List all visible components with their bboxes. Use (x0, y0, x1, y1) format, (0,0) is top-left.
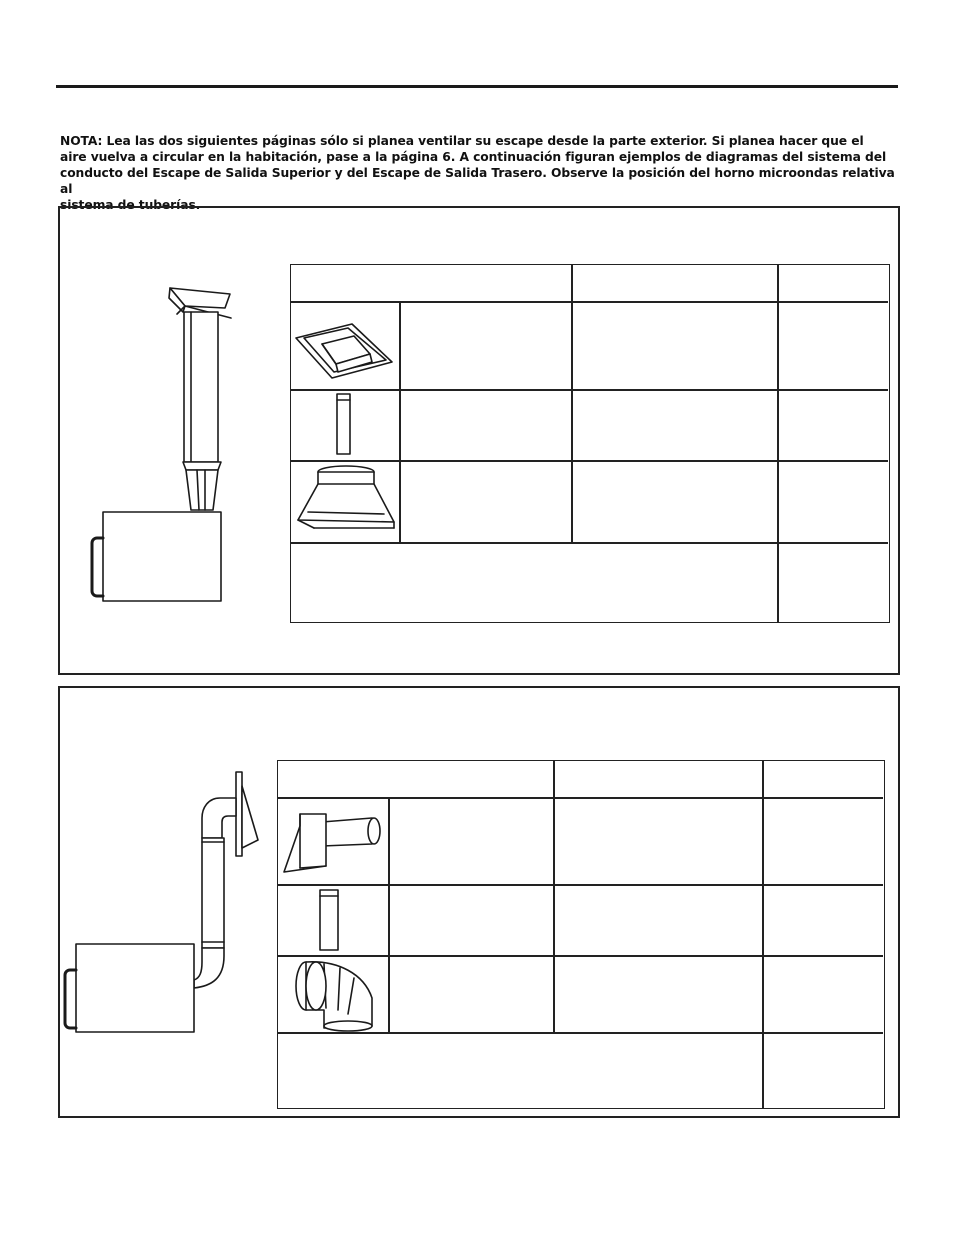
note-line: NOTA: Lea las dos siguientes páginas sólo si planea ventilar su escape desde la parte exterior. Si planea hacer que el (60, 134, 864, 148)
rear-exhaust-diagram-icon (60, 766, 270, 1036)
note-line: aire vuelva a circular en la habitación, pase a la página 6. A continuación figuran ejemplos de diagramas del sistema del (60, 150, 887, 164)
transition-icon (294, 462, 398, 534)
note-line: sistema de tuberías. (60, 198, 201, 212)
top-exhaust-diagram-icon (85, 280, 245, 610)
note-paragraph (60, 133, 900, 213)
straight-duct-icon (334, 392, 354, 456)
elbow-icon (292, 958, 378, 1032)
straight-duct-icon (318, 888, 340, 952)
wall-cap-icon (282, 808, 388, 880)
roof-cap-icon (292, 316, 398, 386)
note-line: conducto del Escape de Salida Superior y del Escape de Salida Trasero. Observe la posición del horno microondas relativa al (60, 166, 895, 196)
header-rule (56, 85, 898, 88)
